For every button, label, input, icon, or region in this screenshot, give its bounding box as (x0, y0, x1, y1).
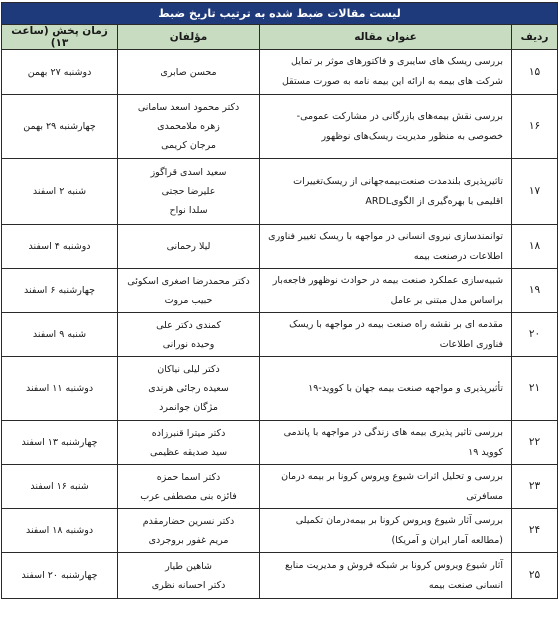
table-row (2, 95, 558, 159)
table-row (2, 421, 558, 465)
row-number: ۲۰ (512, 313, 558, 357)
author-name: حبیب مروت (164, 294, 213, 306)
row-number: ۲۴ (512, 509, 558, 553)
author-name: وحیده نورانی (162, 338, 215, 350)
table-row (2, 50, 558, 95)
author-name: سلدا نواح (169, 205, 208, 216)
table-row (2, 465, 558, 509)
article-title: شبیه‌سازی عملکرد صنعت بیمه در حوادث نوظهور فاجعه‌بار براساس مدل مبتنی بر عامل (260, 269, 512, 313)
row-number: ۱۵ (512, 50, 558, 95)
broadcast-date: چهارشنبه ۲۰ اسفند (2, 553, 118, 599)
author-name: مرجان کریمی (161, 140, 216, 151)
article-title: تأثیرپذیری و مواجهه صنعت بیمه جهان با کووید-۱۹ (260, 357, 512, 421)
table-row (2, 313, 558, 357)
header-row (2, 25, 558, 50)
author-name: فائزه بنی مصطفی عرب (140, 490, 237, 502)
author-name: علیرضا حجتی (161, 186, 216, 197)
table-row (2, 159, 558, 225)
article-title: بررسی آثار شیوع ویروس کرونا بر بیمه‌درمان تکمیلی (مطالعه آمار ایران و آمریکا) (260, 509, 512, 553)
article-title: بررسی ریسک های سایبری و فاکتورهای موثر بر تمایل شرکت های بیمه به ارائه این بیمه نامه به صورت مستقل (260, 50, 512, 95)
author-name: دکتر میترا قنبرزاده (151, 427, 226, 439)
broadcast-date: چهارشنبه ۶ اسفند (2, 269, 118, 313)
author-name: دکتر اسما حمزه (156, 471, 221, 483)
authors-cell (118, 95, 260, 159)
table-title: لیست مقالات ضبط شده به ترتیب تاریخ ضبط (2, 3, 558, 25)
author-name: دکتر لیلی نیاکان (157, 364, 220, 375)
table-row (2, 225, 558, 269)
article-title: آثار شیوع ویروس کرونا بر شبکه فروش و مدیریت منابع انسانی صنعت بیمه (260, 553, 512, 599)
authors-cell (118, 421, 260, 465)
table-title-row (2, 3, 558, 25)
author-name: سید صدیقه عظیمی (149, 446, 228, 458)
header-authors: مؤلفان (118, 25, 260, 50)
table-row (2, 357, 558, 421)
broadcast-date: دوشنبه ۲۷ بهمن (2, 50, 118, 95)
article-title: بررسی تاثیر پذیری بیمه های زندگی در مواجهه با پاندمی کووید ۱۹ (260, 421, 512, 465)
authors-cell (118, 50, 260, 95)
broadcast-date: شنبه ۹ اسفند (2, 313, 118, 357)
header-broadcast-time: زمان پخش (ساعت ۱۳) (2, 25, 118, 50)
authors-cell (118, 269, 260, 313)
table-row (2, 509, 558, 553)
broadcast-date: دوشنبه ۱۸ اسفند (2, 509, 118, 553)
row-number: ۱۷ (512, 159, 558, 225)
author-name: کمندی دکتر علی (156, 319, 221, 331)
author-name: سعید اسدی قراگوز (150, 167, 227, 178)
author-name: لیلا رحمانی (166, 241, 211, 252)
authors-cell (118, 465, 260, 509)
article-title: بررسی و تحلیل اثرات شیوع ویروس کرونا بر بیمه درمان مسافرتی (260, 465, 512, 509)
broadcast-date: شنبه ۱۶ اسفند (2, 465, 118, 509)
authors-cell (118, 225, 260, 269)
authors-cell (118, 159, 260, 225)
header-article-title: عنوان مقاله (260, 25, 512, 50)
table-body (2, 50, 558, 599)
broadcast-date: دوشنبه ۴ اسفند (2, 225, 118, 269)
author-name: محسن صابری (160, 66, 217, 78)
row-number: ۱۶ (512, 95, 558, 159)
article-title: مقدمه ای بر نقشه راه صنعت بیمه در مواجهه با ریسک فناوری اطلاعات (260, 313, 512, 357)
articles-table (1, 2, 558, 599)
row-number: ۲۱ (512, 357, 558, 421)
author-name: مریم غفور بروجردی (148, 534, 229, 546)
broadcast-date: دوشنبه ۱۱ اسفند (2, 357, 118, 421)
table-row (2, 553, 558, 599)
author-name: مژگان جوانمرد (159, 402, 218, 413)
authors-cell (118, 313, 260, 357)
broadcast-date: چهارشنبه ۱۳ اسفند (2, 421, 118, 465)
row-number: ۲۲ (512, 421, 558, 465)
author-name: زهره ملامحمدی (157, 121, 220, 132)
author-name: دکتر نسرین حضارمقدم (142, 515, 235, 527)
author-name: دکتر محمدرضا اصغری اسکوئی (127, 275, 250, 287)
header-row-number: ردیف (512, 25, 558, 50)
article-title: توانمندسازی نیروی انسانی در مواجهه با ریسک تغییر فناوری اطلاعات درصنعت بیمه (260, 225, 512, 269)
authors-cell (118, 553, 260, 599)
row-number: ۱۹ (512, 269, 558, 313)
author-name: دکتر احسانه نظری (151, 579, 226, 591)
author-name: سعیده رجائی هرندی (148, 383, 229, 394)
row-number: ۱۸ (512, 225, 558, 269)
author-name: شاهین طیار (165, 560, 212, 572)
article-title: تاثیرپذیری بلندمدت صنعت‌بیمه‌جهانی از ریسک‌تغییرات اقلیمی با بهره‌گیری از الگویARDL (260, 159, 512, 225)
broadcast-date: چهارشنبه ۲۹ بهمن (2, 95, 118, 159)
row-number: ۲۳ (512, 465, 558, 509)
row-number: ۲۵ (512, 553, 558, 599)
authors-cell (118, 357, 260, 421)
broadcast-date: شنبه ۲ اسفند (2, 159, 118, 225)
article-title: بررسی نقش بیمه‌های بازرگانی در مشارکت عمومی-خصوصی به منظور مدیریت ریسک‌های نوظهور (260, 95, 512, 159)
table-row (2, 269, 558, 313)
authors-cell (118, 509, 260, 553)
author-name: دکتر محمود اسعد سامانی (137, 102, 240, 113)
